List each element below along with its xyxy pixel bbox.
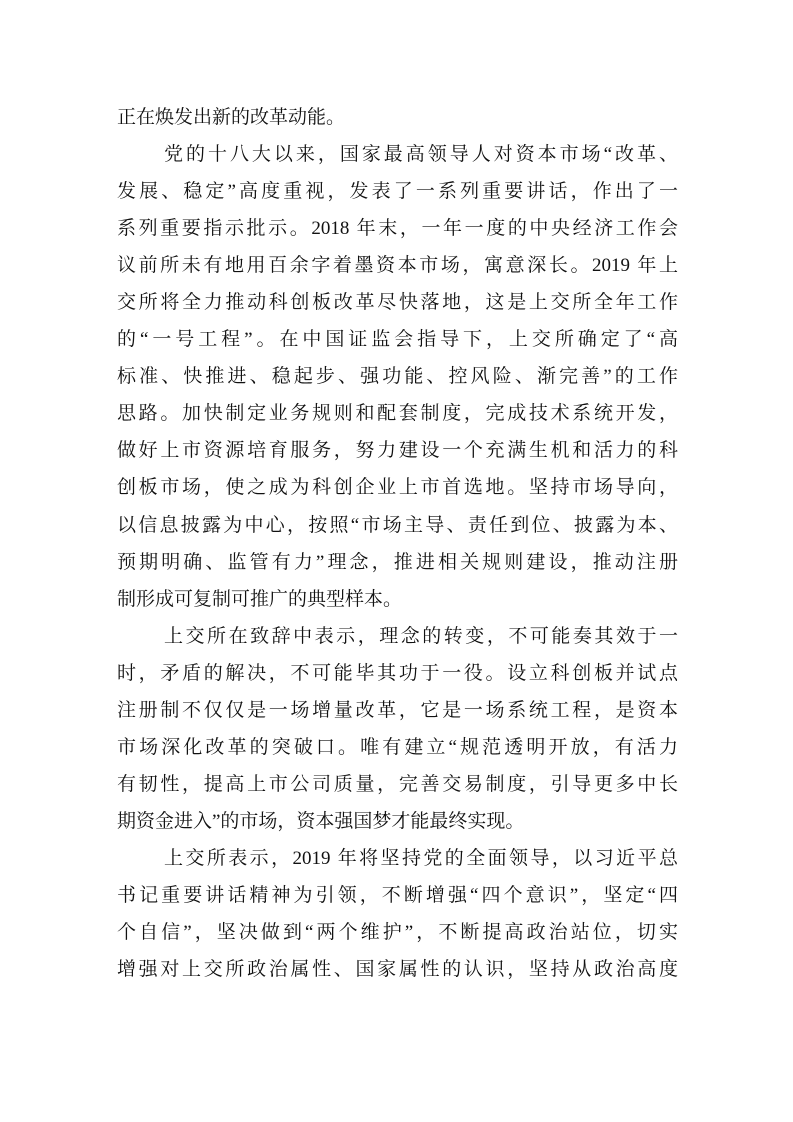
paragraph: [117, 840, 678, 988]
text-line: 书记重要讲话精神为引领，不断增强“四个意识”，坚定“四: [117, 884, 678, 906]
text-line: 做好上市资源培育服务，努力建设一个充满生机和活力的科: [117, 440, 678, 462]
text-line: 制形成可复制可推广的典型样本。: [117, 588, 403, 610]
document-body: [117, 99, 678, 988]
text-line: 正在焕发出新的改革动能。: [117, 107, 346, 128]
text-line: 创板市场，使之成为科创企业上市首选地。坚持市场导向，: [117, 477, 678, 499]
text-line: 思路。加快制定业务规则和配套制度，完成技术系统开发，: [117, 403, 678, 425]
paragraph: [117, 99, 678, 136]
text-line: 交所将全力推动科创板改革尽快落地，这是上交所全年工作: [117, 292, 678, 314]
text-line: 市场深化改革的突破口。唯有建立“规范透明开放，有活力: [117, 736, 678, 758]
text-line: 预期明确、监管有力”理念，推进相关规则建设，推动注册: [117, 551, 678, 573]
text-line: 注册制不仅仅是一场增量改革，它是一场系统工程，是资本: [117, 699, 678, 721]
text-line: 期资金进入”的市场，资本强国梦才能最终实现。: [117, 810, 525, 832]
text-line: 党的十八大以来，国家最高领导人对资本市场“改革、: [164, 144, 678, 166]
text-line: 的“一号工程”。在中国证监会指导下，上交所确定了“高: [117, 329, 678, 351]
text-line: 上交所表示，2019 年将坚持党的全面领导，以习近平总: [164, 847, 678, 869]
text-line: 议前所未有地用百余字着墨资本市场，寓意深长。2019 年上: [117, 255, 678, 277]
text-line: 上交所在致辞中表示，理念的转变，不可能奏其效于一: [164, 625, 678, 647]
paragraph: [117, 618, 678, 840]
text-line: 有韧性，提高上市公司质量，完善交易制度，引导更多中长: [117, 773, 678, 795]
paragraph: [117, 136, 678, 618]
text-line: 标准、快推进、稳起步、强功能、控风险、渐完善”的工作: [117, 366, 678, 388]
text-line: 增强对上交所政治属性、国家属性的认识，坚持从政治高度: [117, 959, 678, 981]
text-line: 个自信”，坚决做到“两个维护”，不断提高政治站位，切实: [117, 922, 678, 944]
text-line: 系列重要指示批示。2018 年末，一年一度的中央经济工作会: [117, 218, 678, 240]
text-line: 以信息披露为中心，按照“市场主导、责任到位、披露为本、: [117, 514, 678, 536]
text-line: 时，矛盾的解决，不可能毕其功于一役。设立科创板并试点: [117, 662, 678, 684]
text-line: 发展、稳定”高度重视，发表了一系列重要讲话，作出了一: [117, 181, 678, 203]
